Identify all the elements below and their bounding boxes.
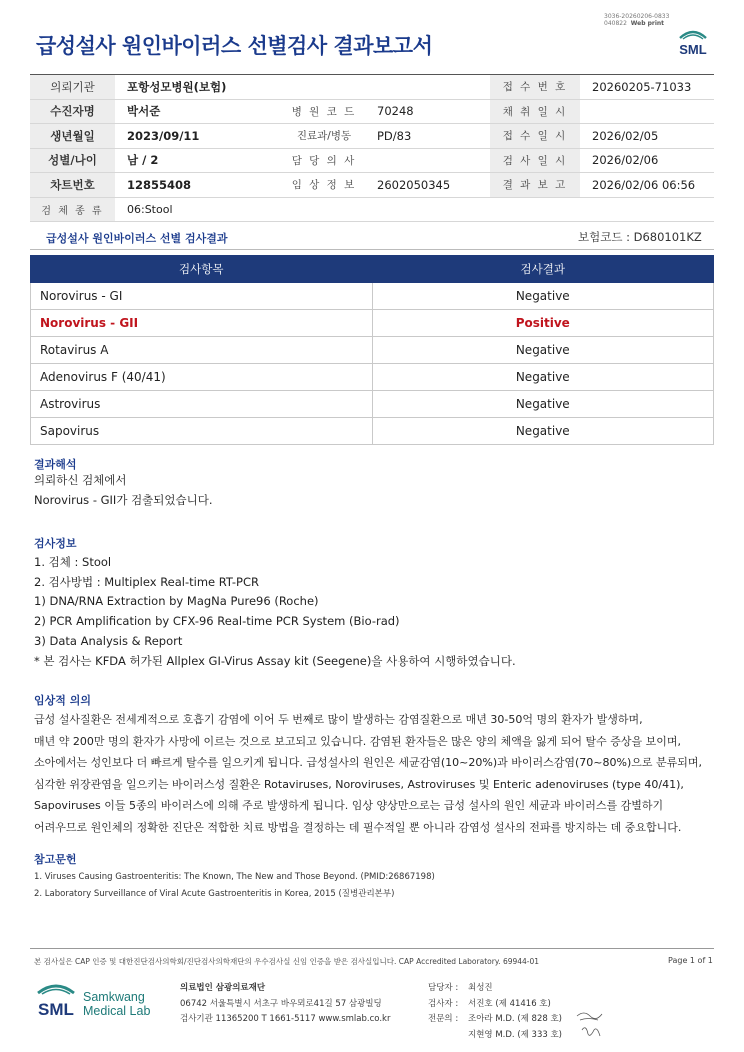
svg-text:Medical Lab: Medical Lab	[83, 1004, 151, 1018]
clinical-info-value: 2602050345	[365, 173, 490, 198]
org-info: 의료법인 삼광의료재단 06742 서울특별시 서초구 바우뫼로41길 57 삼광빌딩 검사기관 11365200 T 1661-5117 www.smlab.co.kr	[180, 983, 391, 1024]
sex-age-value: 남 / 2	[115, 148, 283, 173]
test-item: Rotavirus A	[31, 337, 373, 364]
svg-text:SML: SML	[679, 42, 707, 57]
clinical-title: 임상적 의의	[34, 694, 91, 707]
test-result: Positive	[372, 310, 713, 337]
receipt-date-value: 2026/02/05	[580, 124, 714, 149]
dept-ward-label: 진료과/병동	[283, 124, 365, 149]
report-date-label: 결 과 보 고	[490, 173, 580, 198]
name-label: 수진자명	[30, 99, 115, 124]
sml-logo	[674, 28, 712, 62]
test-result: Negative	[372, 337, 713, 364]
document-id: 3036-20260206-0833 040822 Web print	[604, 13, 670, 27]
chart-no-value: 12855408	[115, 173, 283, 198]
test-item: Adenovirus F (40/41)	[31, 364, 373, 391]
test-date-label: 검 사 일 시	[490, 148, 580, 173]
samkwang-logo	[34, 980, 164, 1022]
col-header-item: 검사항목	[31, 256, 373, 283]
sex-age-label: 성별/나이	[30, 148, 115, 173]
institution-value: 포항성모병원(보험)	[115, 75, 490, 99]
svg-text:SML: SML	[38, 1000, 74, 1019]
table-row	[31, 337, 714, 364]
signature-image	[574, 1008, 610, 1042]
test-info-text: 1. 검체 : Stool 2. 검사방법 : Multiplex Real-time RT-PCR 1) DNA/RNA Extraction by MagNa Pure96 (Roche) 2) PCR Amplification by CFX-96 Real-time PCR System (Bio-rad) 3) Data Analysis & Report * 본 검사는 KFDA 허가된 Allplex GI-Virus Assay kit (Seegene)을 사용하여 시행하였습니다.	[34, 555, 516, 668]
accreditation-note: 본 검사실은 CAP 인증 및 대한진단검사의학회/진단검사의학재단의 우수검사실 신임 인증을 받은 검사실입니다. CAP Accredited Laboratory. 69944-01	[34, 957, 540, 966]
table-row-positive	[31, 310, 714, 337]
birth-value: 2023/09/11	[115, 124, 283, 149]
birth-label: 생년월일	[30, 124, 115, 149]
table-row	[31, 364, 714, 391]
divider	[30, 948, 714, 949]
test-date-value: 2026/02/06	[580, 148, 714, 173]
collect-date-value	[580, 99, 714, 124]
page-number: Page 1 of 1	[668, 956, 713, 965]
clinical-text: 급성 설사질환은 전세계적으로 호흡기 감염에 이어 두 번째로 많이 발생하는 감염질환으로 매년 30-50억 명의 환자가 발생하며, 매년 약 200만 명의 환자가 사망에 이르는 것으로 보고되고 있습니다. 감염된 환자들은 많은 양의 체액을 잃게 되어 탈수 증상을 보이며, 소아에서는 성인보다 더 빠르게 탈수를 일으키게 됩니다. 급성설사의 원인은 세균감염(10~20%)과 바이러스감염(70~80%)으로 분류되며, 심각한 위장관염을 일으키는 바이러스성 질환은 Rotaviruses, Noroviruses, Astroviruses 및 Enteric adenoviruses (type 40/41), Sapoviruses 이들 5종의 바이러스에 의해 주로 발생하게 됩니다. 임상 양상만으로는 급성 설사의 원인 세균과 바이러스를 감별하기 어려우므로 원인체의 정확한 진단은 적합한 치료 방법을 결정하는 데 필수적일 뿐 아니라 감염성 설사의 전파를 방지하는 데 중요합니다.	[34, 713, 702, 834]
patient-info-table	[30, 75, 714, 222]
hospital-code-value: 70248	[365, 99, 490, 124]
table-row	[31, 283, 714, 310]
receipt-no-label: 접 수 번 호	[490, 75, 580, 99]
interpretation-text: 의뢰하신 검체에서 Norovirus - GII가 검출되었습니다.	[34, 473, 213, 507]
test-item: Sapovirus	[31, 418, 373, 445]
name-value: 박서준	[115, 99, 283, 124]
test-result: Negative	[372, 364, 713, 391]
doctor-label: 담 당 의 사	[283, 148, 365, 173]
table-row	[31, 418, 714, 445]
receipt-no-value: 20260205-71033	[580, 75, 714, 99]
chart-no-label: 차트번호	[30, 173, 115, 198]
dept-ward-value: PD/83	[365, 124, 490, 149]
insurance-code: 보험코드 : D680101KZ	[578, 230, 702, 244]
test-item: Astrovirus	[31, 391, 373, 418]
doctor-value	[365, 148, 490, 173]
hospital-code-label: 병 원 코 드	[283, 99, 365, 124]
clinical-info-label: 임 상 정 보	[283, 173, 365, 198]
test-result: Negative	[372, 391, 713, 418]
specimen-label: 검 체 종 류	[30, 197, 115, 222]
staff-list: 담당자 : 최성진 검사자 : 서진호 (제 41416 호) 전문의 : 조아라 M.D. (제 828 호) 지현영 M.D. (제 333 호)	[428, 983, 563, 1040]
results-table	[30, 255, 714, 445]
interpretation-title: 결과해석	[34, 458, 77, 471]
receipt-date-label: 접 수 일 시	[490, 124, 580, 149]
test-item: Norovirus - GI	[31, 283, 373, 310]
references-title: 참고문헌	[34, 853, 77, 866]
collect-date-label: 채 취 일 시	[490, 99, 580, 124]
test-item: Norovirus - GII	[31, 310, 373, 337]
institution-label: 의뢰기관	[30, 75, 115, 99]
test-result: Negative	[372, 283, 713, 310]
test-result: Negative	[372, 418, 713, 445]
table-row	[31, 391, 714, 418]
specimen-value: 06:Stool	[115, 197, 714, 222]
page-title: 급성설사 원인바이러스 선별검사 결과보고서	[36, 34, 433, 58]
test-info-title: 검사정보	[34, 537, 77, 550]
divider	[30, 249, 714, 250]
references-text: 1. Viruses Causing Gastroenteritis: The Known, The New and Those Beyond. (PMID:26867198) 2. Laboratory Surveillance of Viral Acute Gastroenteritis in Korea, 2015 (질병관리본부)	[34, 872, 435, 899]
results-section-title: 급성설사 원인바이러스 선별 검사결과	[46, 232, 228, 245]
col-header-result: 검사결과	[372, 256, 713, 283]
svg-text:Samkwang: Samkwang	[83, 990, 145, 1004]
report-date-value: 2026/02/06 06:56	[580, 173, 714, 198]
